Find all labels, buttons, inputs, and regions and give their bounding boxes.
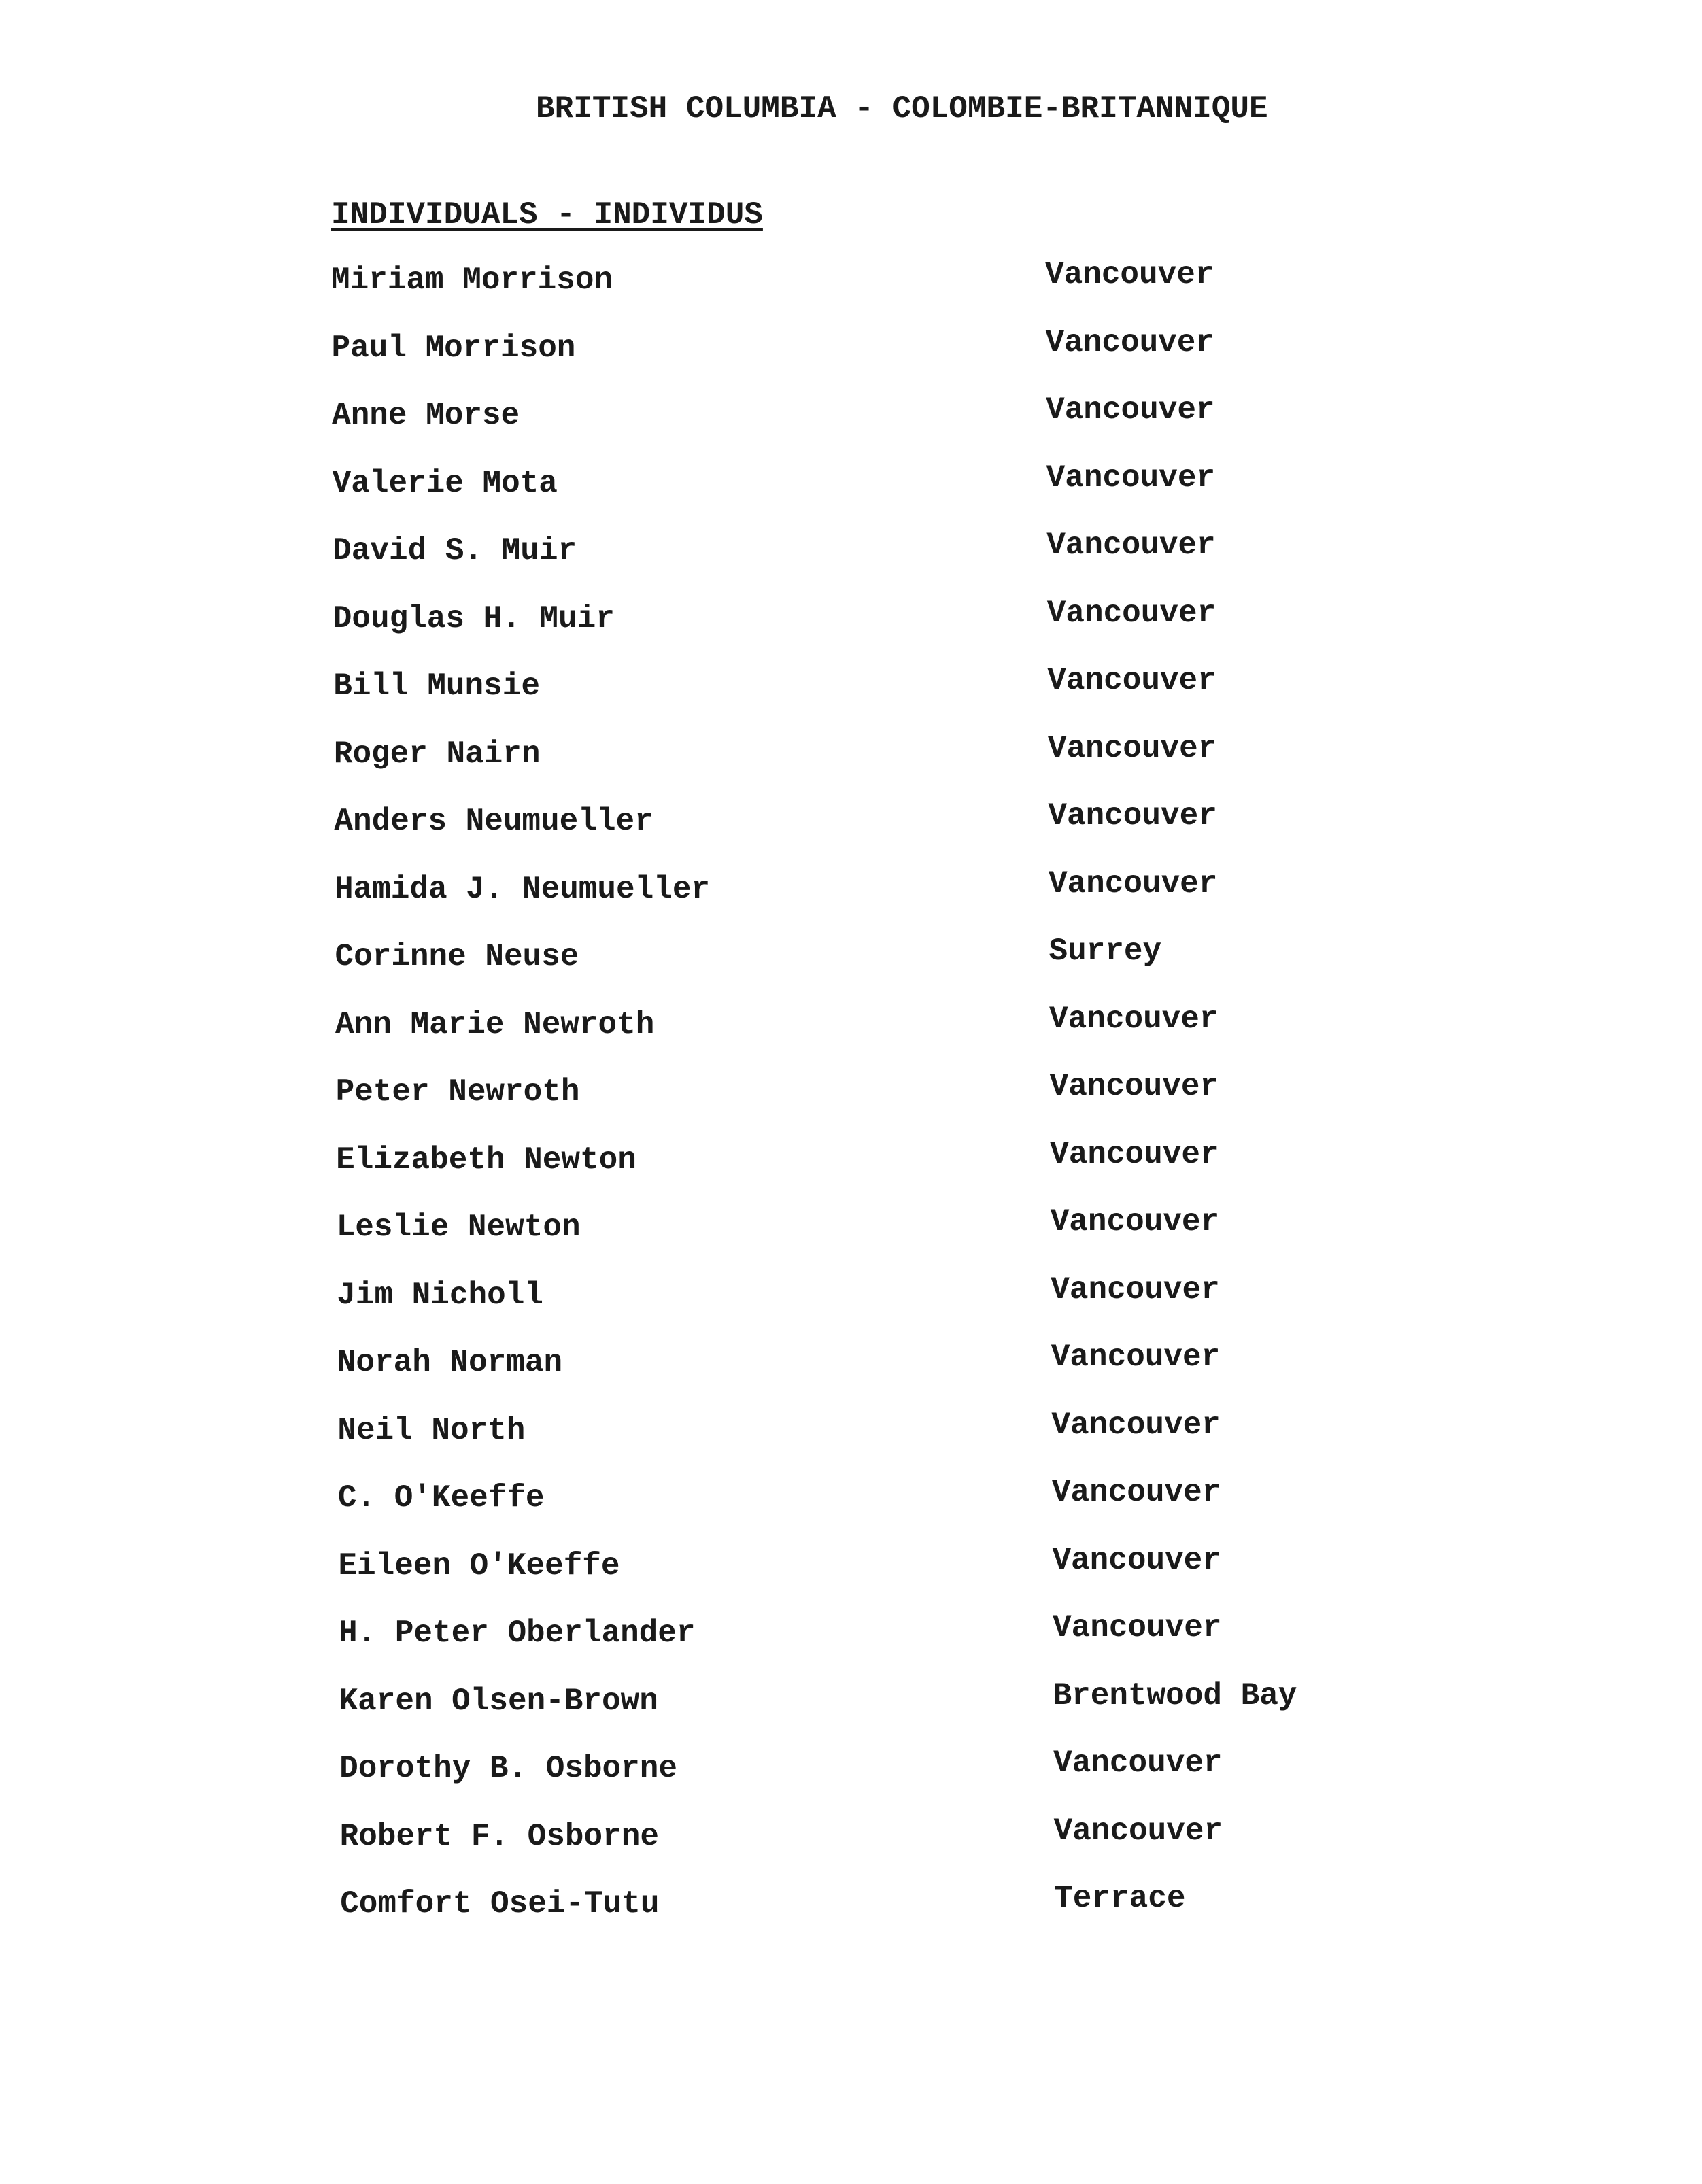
list-item	[0, 1407, 1702, 1454]
list-item	[0, 730, 1702, 777]
individual-city: Vancouver	[1046, 460, 1216, 496]
individual-city: Brentwood Bay	[1053, 1677, 1297, 1713]
list-item	[0, 1204, 1702, 1250]
individual-name: Norah Norman	[337, 1345, 563, 1380]
individual-city: Vancouver	[1047, 730, 1217, 766]
individual-city: Vancouver	[1048, 798, 1217, 834]
list-item	[0, 257, 1702, 303]
individual-city: Vancouver	[1051, 1272, 1220, 1308]
individual-name: Hamida J. Neumueller	[334, 871, 711, 907]
list-item	[0, 528, 1702, 574]
list-item	[0, 1272, 1702, 1318]
list-item	[0, 866, 1702, 912]
list-item	[0, 392, 1702, 439]
individual-city: Terrace	[1054, 1881, 1186, 1916]
individual-city: Surrey	[1049, 934, 1162, 969]
individual-name: Peter Newroth	[335, 1074, 580, 1110]
individual-city: Vancouver	[1053, 1610, 1222, 1645]
individual-name: Elizabeth Newton	[336, 1142, 636, 1178]
list-item	[0, 1745, 1702, 1792]
section-heading-text: INDIVIDUALS - INDIVIDUS	[331, 197, 763, 233]
individual-name: Eileen O'Keeffe	[338, 1548, 620, 1584]
individual-city: Vancouver	[1053, 1745, 1223, 1781]
individual-name: Douglas H. Muir	[333, 600, 615, 636]
list-item	[0, 1610, 1702, 1656]
document-title: BRITISH COLUMBIA - COLOMBIE-BRITANNIQUE	[536, 91, 1268, 126]
individual-city: Vancouver	[1049, 1069, 1219, 1104]
individual-name: Jim Nicholl	[337, 1277, 543, 1313]
individual-name: Corinne Neuse	[335, 939, 579, 974]
individual-name: Miriam Morrison	[331, 262, 613, 298]
list-item	[0, 1542, 1702, 1589]
individual-name: Ann Marie Newroth	[335, 1006, 655, 1042]
individual-name: Paul Morrison	[331, 330, 576, 366]
individual-city: Vancouver	[1046, 392, 1215, 428]
individual-city: Vancouver	[1045, 257, 1214, 292]
individual-name: Anne Morse	[332, 398, 520, 433]
individual-name: Valerie Mota	[332, 465, 558, 501]
individual-city: Vancouver	[1048, 866, 1218, 902]
individual-city: Vancouver	[1046, 528, 1216, 563]
list-item	[0, 324, 1702, 371]
list-item	[0, 1340, 1702, 1386]
list-item	[0, 460, 1702, 507]
individual-city: Vancouver	[1049, 1001, 1219, 1037]
individual-name: Dorothy B. Osborne	[339, 1751, 677, 1786]
individual-city: Vancouver	[1051, 1340, 1221, 1375]
list-item	[0, 1475, 1702, 1521]
individual-name: David S. Muir	[333, 533, 577, 568]
individual-city: Vancouver	[1051, 1475, 1221, 1510]
list-item	[0, 1136, 1702, 1183]
individual-name: Neil North	[337, 1412, 526, 1448]
individual-name: Roger Nairn	[333, 736, 541, 772]
individual-name: Karen Olsen-Brown	[339, 1683, 658, 1719]
individual-name: Anders Neumueller	[334, 804, 653, 839]
individual-city: Vancouver	[1051, 1407, 1221, 1443]
list-item	[0, 934, 1702, 980]
individual-name: Bill Munsie	[333, 668, 540, 704]
list-item	[0, 1677, 1702, 1724]
list-item	[0, 595, 1702, 642]
individual-name: C. O'Keeffe	[337, 1480, 545, 1516]
list-item	[0, 798, 1702, 844]
individual-name: Leslie Newton	[336, 1210, 581, 1245]
list-item	[0, 1881, 1702, 1927]
individual-city: Vancouver	[1047, 663, 1216, 698]
individual-city: Vancouver	[1050, 1204, 1220, 1240]
individual-city: Vancouver	[1046, 595, 1216, 631]
individual-name: Comfort Osei-Tutu	[340, 1886, 660, 1922]
individual-name: Robert F. Osborne	[339, 1818, 659, 1854]
individual-city: Vancouver	[1045, 324, 1214, 360]
list-item	[0, 663, 1702, 709]
list-item	[0, 1001, 1702, 1048]
list-item	[0, 1069, 1702, 1115]
individual-name: H. Peter Oberlander	[339, 1616, 696, 1651]
list-item	[0, 1813, 1702, 1860]
individual-city: Vancouver	[1052, 1542, 1221, 1578]
individual-city: Vancouver	[1053, 1813, 1223, 1849]
individual-city: Vancouver	[1050, 1136, 1219, 1172]
